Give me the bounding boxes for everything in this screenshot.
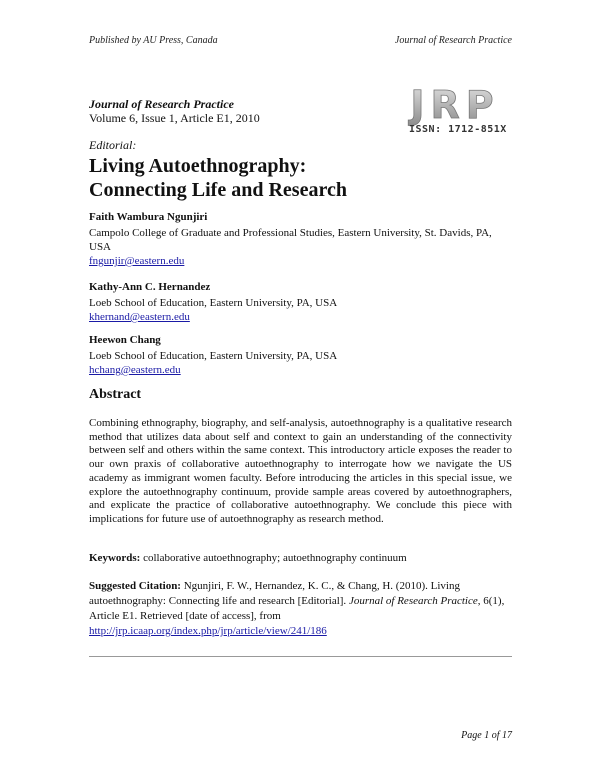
running-header-publisher: Published by AU Press, Canada xyxy=(89,35,218,46)
citation-url-link[interactable]: http://jrp.icaap.org/index.php/jrp/article/view/241/186 xyxy=(89,625,327,637)
author-block xyxy=(89,333,509,377)
section-label: Editorial: xyxy=(89,138,137,152)
journal-volume: Volume 6, Issue 1, Article E1, 2010 xyxy=(89,111,260,125)
issn: ISSN: 1712-851X xyxy=(409,124,507,135)
author-affiliation: Loeb School of Education, Eastern University, PA, USA xyxy=(89,350,338,362)
divider xyxy=(89,656,512,657)
citation-text: Ngunjiri, F. W., Hernandez, K. C., & Chang, H. (2010). Living autoethnography: Connecting life and research [Editorial]. xyxy=(89,580,460,607)
citation-journal: Journal of Research Practice xyxy=(348,595,478,607)
title-line-1: Living Autoethnography: xyxy=(89,155,307,177)
keywords xyxy=(89,552,512,564)
journal-name: Journal of Research Practice xyxy=(89,97,234,111)
author-email-link[interactable]: hchang@eastern.edu xyxy=(89,364,181,376)
citation-text-after: , 6(1), Article E1. Retrieved [date of access], from xyxy=(89,595,505,622)
author-affiliation: Campolo College of Graduate and Professional Studies, Eastern University, St. Davids, PA, USA xyxy=(89,227,492,253)
author-email-link[interactable]: fngunjir@eastern.edu xyxy=(89,255,185,267)
jrp-logo-text: JRP xyxy=(410,85,500,127)
running-header-journal: Journal of Research Practice xyxy=(394,35,512,46)
author-name: Kathy-Ann C. Hernandez xyxy=(89,281,211,293)
suggested-citation xyxy=(89,579,512,639)
page-number: Page 1 of 17 xyxy=(461,730,512,741)
author-block xyxy=(89,280,509,324)
keywords-text: collaborative autoethnography; autoethnography continuum xyxy=(143,552,407,564)
author-name: Faith Wambura Ngunjiri xyxy=(89,211,208,223)
abstract-heading: Abstract xyxy=(89,387,142,402)
keywords-label: Keywords: xyxy=(89,552,141,564)
author-affiliation: Loeb School of Education, Eastern University, PA, USA xyxy=(89,297,338,309)
article-title xyxy=(89,154,509,202)
title-line-2: Connecting Life and Research xyxy=(89,179,347,201)
citation-label: Suggested Citation: xyxy=(89,580,181,592)
abstract-text: Combining ethnography, biography, and self-analysis, autoethnography is a qualitative research method that utilizes data about self and context to gain an understanding of the connectivity between self and others within the same context. This introductory article exposes the reader to our own praxis of collaborative autoethnography to interrogate how we navigate the US academy as immigrant women faculty. Before introducing the articles in this special issue, we explore the autoethnography continuum, provide sample areas covered by autoethnographers, and explicate the practice of collaborative autoethnography. We conclude this piece with implications for future use of autoethnography as research method. xyxy=(89,417,512,525)
author-email-link[interactable]: khernand@eastern.edu xyxy=(89,311,190,323)
author-block xyxy=(89,210,509,268)
author-name: Heewon Chang xyxy=(89,334,161,346)
